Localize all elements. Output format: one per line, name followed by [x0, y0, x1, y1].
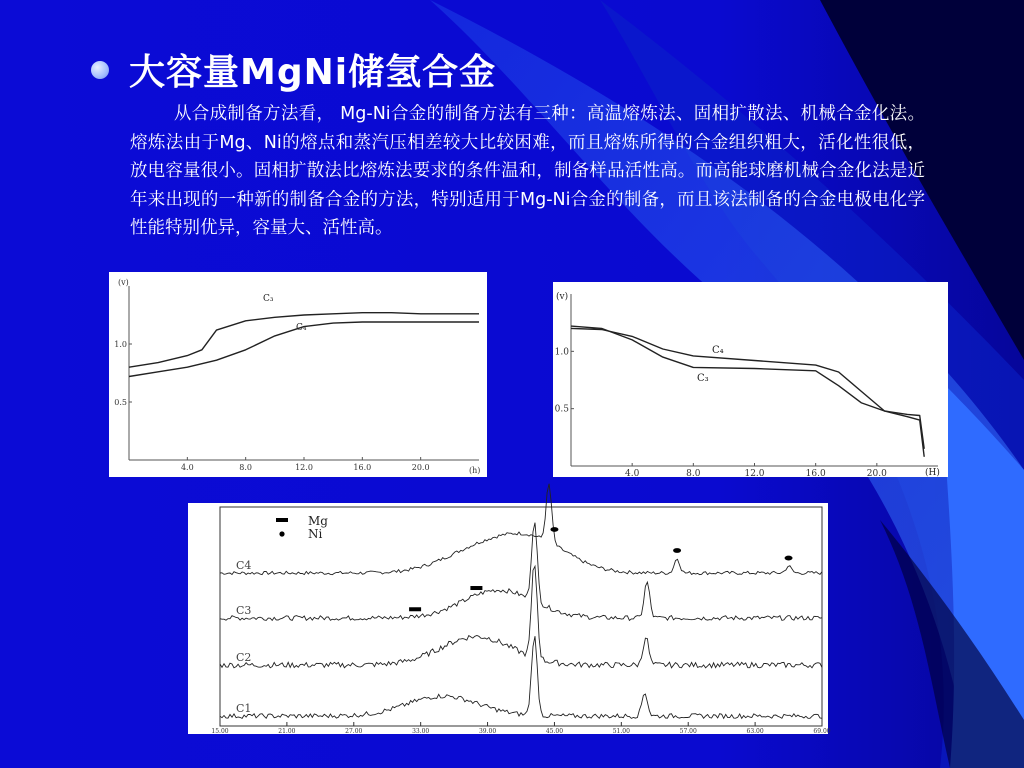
series-line-c-0 — [129, 313, 479, 368]
x-tick-label: 69.00 — [813, 728, 831, 735]
series-line-c-0 — [571, 328, 924, 456]
x-tick-label: 8.0 — [686, 469, 701, 479]
x-tick-label: 39.00 — [478, 728, 497, 735]
x-tick-label: 20.0 — [866, 469, 887, 479]
series-label: C₄ — [712, 345, 724, 356]
x-tick-label: 12.0 — [744, 469, 765, 479]
xrd-trace-label: C3 — [236, 604, 252, 617]
y-tick-label: 1.0 — [114, 340, 127, 349]
x-tick-label: 12.0 — [295, 463, 313, 472]
y-axis-label: (v) — [118, 278, 129, 287]
x-tick-label: 27.00 — [345, 728, 363, 735]
series-label: C₃ — [263, 294, 274, 304]
title-bullet — [91, 61, 109, 79]
y-tick-label: 1.0 — [554, 347, 569, 358]
x-tick-label: 20.0 — [411, 463, 430, 472]
y-axis-label: (v) — [556, 292, 569, 302]
ni-peak-marker — [785, 556, 793, 561]
legend — [276, 514, 328, 541]
series-label: C₃ — [697, 373, 709, 384]
x-tick-label: 21.00 — [278, 728, 296, 735]
x-tick-label: 8.0 — [239, 463, 253, 472]
discharge-chart-1-svg — [109, 272, 487, 477]
xrd-trace-label: C1 — [236, 702, 252, 715]
legend-ni-marker — [279, 531, 284, 536]
x-tick-label: 57.00 — [679, 728, 697, 735]
discharge-chart-2 — [553, 282, 948, 477]
x-axis-label: (H) — [925, 468, 940, 478]
legend-mg-label: Mg — [308, 514, 328, 528]
x-tick-label: 15.00 — [211, 728, 229, 735]
y-tick-label: 0.5 — [114, 398, 127, 407]
legend-mg-marker — [276, 518, 288, 522]
x-tick-label: 16.0 — [353, 463, 372, 472]
body-paragraph: 从合成制备方法看， Mg-Ni合金的制备方法有三种：高温熔炼法、固相扩散法、机械合金化法。熔炼法由于Mg、Ni的熔点和蒸汽压相差较大比较困难，而且熔炼所得的合金组织粗大，活化性很低，放电容量很小。固相扩散法比熔炼法要求的条件温和，制备样品活性高。而高能球磨机械合金化法是近年来出现的一种新的制备合金的方法，特别适用于Mg-Ni合金的制备，而且该法制备的合金电极电化学性能特别优异，容量大、活性高。 — [130, 104, 925, 238]
mg-peak-marker — [409, 607, 421, 611]
discharge-chart-1 — [109, 272, 487, 477]
x-tick-label: 4.0 — [180, 463, 194, 472]
x-tick-label: 16.0 — [805, 469, 826, 479]
ni-peak-marker — [550, 527, 558, 532]
slide-title: 大容量MgNi储氢合金 — [129, 52, 497, 93]
xrd-trace-c1 — [220, 636, 822, 718]
xrd-chart — [188, 503, 831, 735]
discharge-chart-2-svg — [553, 282, 948, 477]
x-tick-label: 45.00 — [545, 728, 564, 735]
x-tick-label: 63.00 — [746, 728, 764, 735]
xrd-trace-label: C4 — [236, 559, 252, 572]
legend-ni-label: Ni — [308, 527, 323, 541]
ni-peak-marker — [673, 548, 681, 553]
mg-peak-marker — [470, 586, 482, 590]
y-tick-label: 0.5 — [554, 404, 569, 415]
series-line-c-1 — [571, 326, 924, 449]
x-tick-label: 51.00 — [612, 728, 630, 735]
x-axis-label: (h) — [469, 466, 481, 475]
x-tick-label: 33.00 — [412, 728, 430, 735]
series-label: C₄ — [296, 323, 307, 333]
x-tick-label: 4.0 — [625, 469, 640, 479]
xrd-chart-svg — [188, 503, 831, 735]
xrd-trace-label: C2 — [236, 651, 252, 664]
